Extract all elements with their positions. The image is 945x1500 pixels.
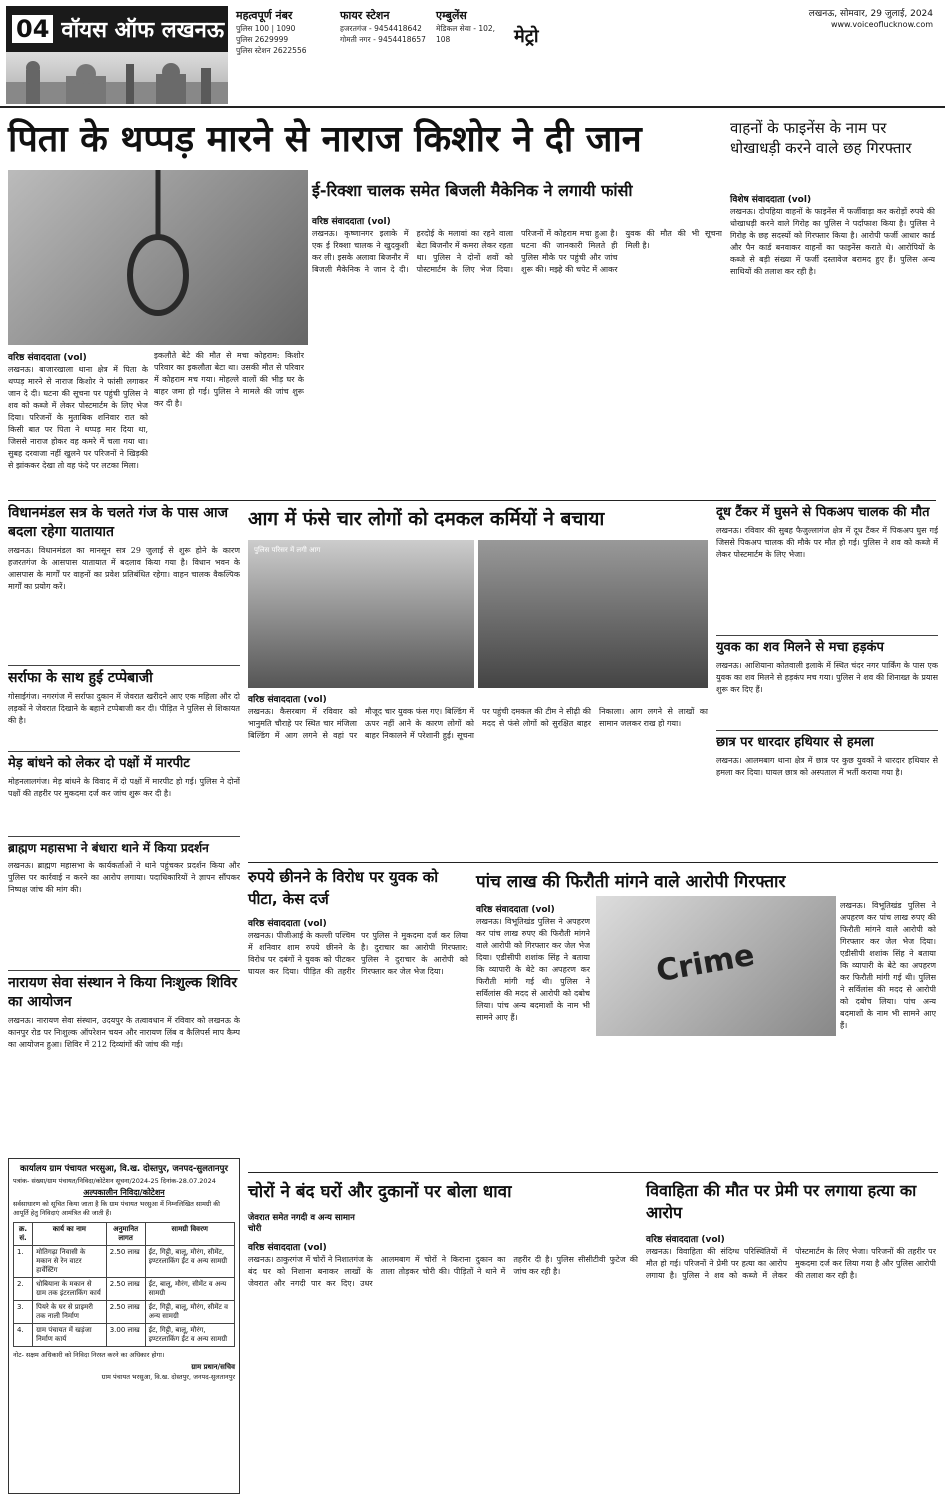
tender-col-header: कार्य का नाम <box>33 1223 107 1246</box>
page-number: 04 <box>12 15 53 43</box>
fire-headline: आग में फंसे चार लोगों को दमकल कर्मियों ने बचाया <box>248 508 605 530</box>
lead-body: लखनऊ। बाजारखाला थाना क्षेत्र में पिता के थप्पड़ मारने से नाराज किशोर ने फांसी लगाकर जान दे दी। घटना की सूचना पर पहुंची पुलिस ने शव को कब्जे में लेकर पोस्टमार्टम के लिए भेज दिया। परिजनों के मुताबिक शनिवार रात को किसी बात पर पिता ने थप्पड़ मार दिया था, जिससे नाराज होकर वह कमरे में चला गया था। सुबह दरवाजा नहीं खुलने पर परिजनों ने खिड़की से झांककर देखा तो वह फंदे पर लटका मिला। <box>8 365 148 470</box>
left-story-body: मोहनलालगंज। मेड़ बांधने के विवाद में दो पक्षों में मारपीट हो गई। पुलिस ने दोनों पक्षों की तहरीर पर मुकदमा दर्ज कर जांच शुरू कर दी है। <box>8 777 240 798</box>
fire-photo-2 <box>478 540 708 688</box>
city-skyline-illustration <box>6 52 228 104</box>
tender-title: अल्पकालीन निविदा/कोटेशन <box>83 1188 165 1197</box>
divider <box>716 635 938 636</box>
number-line: हजरतगंज - 9454418642 <box>340 24 422 33</box>
table-row <box>14 1301 235 1324</box>
right-mid-body: लखनऊ। रविवार की सुबह फैजुल्लागंज क्षेत्र में दूध टैंकर में पिकअप घुस गई जिससे पिकअप चालक की मौके पर मौत हो गई। पुलिस ने शव को कब्जे में लेकर पोस्टमार्टम के लिए भेजा। <box>716 526 938 559</box>
divider <box>8 665 240 666</box>
number-line: पुलिस स्टेशन 2622556 <box>236 46 307 55</box>
assault-body: लखनऊ। पीजीआई के कल्ली पश्चिम में शनिवार शाम रुपये छीनने के विरोध पर दबंगों ने युवक को पीटकर घायल कर दिया। पीड़ित की तहरीर पर पुलिस ने मुकदमा दर्ज कर लिया है। दुराचार का आरोपी गिरफ्तार: पुलिस ने दुराचार के आरोपी को गिरफ्तार कर जेल भेज दिया। <box>248 931 468 976</box>
section-label: मेट्रो <box>514 26 539 47</box>
ambulance-numbers <box>436 8 510 45</box>
table-cell: 2. <box>14 1278 33 1301</box>
tender-signature-place: ग्राम पंचायत भरसुआ, वि.ख. दोस्तपुर, जनपद-सुलतानपुर <box>101 1373 235 1381</box>
table-cell: ईंट, गिट्टी, बालू, मौरंग, सीमेंट, इण्टरलाकिंग ईंट व अन्य सामग्री <box>145 1246 234 1278</box>
number-line: मेडिकल सेवा - 102, 108 <box>436 24 496 44</box>
fire-body: लखनऊ। कैसरबाग में रविवार को भानुमति चौराहे पर स्थित चार मंजिला बिल्डिंग में आग लगने से वहां पर मौजूद चार युवक फंस गए। बिल्डिंग में ऊपर नहीं आने के कारण लोगों को बाहर निकालने में परेशानी हुई। सूचना पर पहुंची दमकल की टीम ने सीढ़ी की मदद से फंसे लोगों को सुरक्षित बाहर निकाला। आग लगने से लाखों का सामान जलकर राख हो गया। <box>248 707 708 740</box>
right-mid-headline: दूध टैंकर में घुसने से पिकअप चालक की मौत <box>716 505 930 520</box>
table-row <box>14 1278 235 1301</box>
fire-byline: वरिष्ठ संवाददाता (vol) <box>248 695 327 705</box>
table-cell: 2.50 लाख <box>106 1301 145 1324</box>
extortion-body: लखनऊ। विभूतिखंड पुलिस ने अपहरण कर पांच लाख रुपए की फिरौती मांगने वाले आरोपी को गिरफ्तार कर जेल भेज दिया। एडीसीपी शशांक सिंह ने बताया कि व्यापारी के बेटे का अपहरण कर फिरौती मांगी गई थी। पुलिस ने सर्विलांस की मदद से आरोपी को दबोच लिया। पांच अन्य बदमाशों के नाम भी सामने आए हैं। <box>476 917 590 1022</box>
tender-col-header: सामग्री विवरण <box>145 1223 234 1246</box>
tender-signature: ग्राम प्रधान/सचिव <box>191 1362 235 1371</box>
number-line: पुलिस 100 | 1090 <box>236 24 296 33</box>
divider <box>8 970 240 971</box>
tender-notice <box>8 1158 240 1494</box>
tender-intro: सर्वसाधारण को सूचित किया जाता है कि ग्राम पंचायत भरसुआ में निम्नलिखित सामग्री की आपूर्ति हेतु निविदाएं आमंत्रित की जाती हैं। <box>13 1200 220 1217</box>
crime-word: Crime <box>653 937 757 990</box>
assault-headline: रुपये छीनने के विरोध पर युवक को पीटा, केस दर्ज <box>248 868 439 908</box>
table-cell: ग्राम पंचायत में खड़ंजा निर्माण कार्य <box>33 1324 107 1347</box>
ambulance-title: एम्बुलेंस <box>436 9 467 22</box>
table-cell: ईंट, बालू, मौरंग, सीमेंट व अन्य सामग्री <box>145 1278 234 1301</box>
right-mid-body: लखनऊ। आलमबाग थाना क्षेत्र में छात्र पर कुछ युवकों ने धारदार हथियार से हमला कर दिया। घायल छात्र को अस्पताल में भर्ती कराया गया है। <box>716 756 938 777</box>
table-row <box>14 1324 235 1347</box>
table-cell: 2.50 लाख <box>106 1278 145 1301</box>
left-story-body: लखनऊ। ब्राह्मण महासभा के कार्यकर्ताओं ने थाने पहुंचकर प्रदर्शन किया और पुलिस पर कार्रवाई न करने का आरोप लगाया। पदाधिकारियों ने ज्ञापन सौंपकर निष्पक्ष जांच की मांग की। <box>8 861 240 894</box>
left-story-headline: विधानमंडल सत्र के चलते गंज के पास आज बदला रहेगा यातायात <box>8 505 228 540</box>
tender-note: नोट- सक्षम अधिकारी को निविदा निरस्त करने का अधिकार होगा। <box>13 1351 165 1359</box>
subhead-headline: ई-रिक्शा चालक समेत बिजली मैकेनिक ने लगायी फांसी <box>312 181 633 200</box>
tender-col-header: अनुमानित लागत <box>106 1223 145 1246</box>
right-top-byline: विशेष संवाददाता (vol) <box>730 195 812 205</box>
burglary-byline: वरिष्ठ संवाददाता (vol) <box>248 1243 327 1253</box>
subhead-body: लखनऊ। कृष्णानगर इलाके में एक ई रिक्शा चालक ने खुदकुशी कर ली। इसके अलावा बिजनौर में बिजली मैकेनिक ने जान दे दी। हरदोई के मलावां का रहने वाला बेटा बिजनौर में कमरा लेकर रहता था। पुलिस ने दोनों शवों को पोस्टमार्टम के लिए भेज दिया। परिजनों में कोहराम मचा हुआ है। घटना की जानकारी मिलते ही पुलिस मौके पर पहुंची और जांच शुरू की। मझ्हे की चपेट में आकर युवक की मौत की भी सूचना मिली है। <box>312 229 722 274</box>
table-cell: पियरे के घर से प्राइमरी तक नाली निर्माण <box>33 1301 107 1324</box>
table-cell: 3. <box>14 1301 33 1324</box>
left-column <box>8 504 240 1154</box>
extortion-body-side: लखनऊ। विभूतिखंड पुलिस ने अपहरण कर पांच लाख रुपए की फिरौती मांगने वाले आरोपी को गिरफ्तार कर जेल भेज दिया। एडीसीपी शशांक सिंह ने बताया कि व्यापारी के बेटे का अपहरण कर फिरौती मांगी गई थी। पुलिस ने सर्विलांस की मदद से आरोपी को दबोच लिया। पांच अन्य बदमाशों के नाम भी सामने आए हैं। <box>840 901 936 1030</box>
divider <box>716 730 938 731</box>
right-mid-headline: युवक का शव मिलने से मचा हड़कंप <box>716 640 884 655</box>
left-story-headline: मेड़ बांधने को लेकर दो पक्षों में मारपीट <box>8 756 190 771</box>
fire-photo-1 <box>248 540 474 688</box>
lead-headline: पिता के थप्पड़ मारने से नाराज किशोर ने दी जान <box>8 119 642 160</box>
burglary-body: लखनऊ। ठाकुरगंज में चोरों ने निशातगंज के बंद घर को निशाना बनाकर लाखों के जेवरात और नगदी पार कर दिए। उधर आलमबाग में चोरों ने किराना दुकान का ताला तोड़कर चोरी की। पीड़ितों ने थाने में तहरीर दी है। पुलिस सीसीटीवी फुटेज की जांच कर रही है। <box>248 1255 638 1288</box>
noose-icon <box>8 170 308 345</box>
table-cell: 3.00 लाख <box>106 1324 145 1347</box>
divider <box>248 1172 938 1173</box>
table-cell: 1. <box>14 1246 33 1278</box>
fire-station-title: फायर स्टेशन <box>340 9 390 22</box>
tender-office: कार्यालय ग्राम पंचायत भरसुआ, वि.ख. दोस्तपुर, जनपद-सुलतानपुर <box>20 1164 228 1174</box>
burglary-headline: चोरों ने बंद घरों और दुकानों पर बोला धावा <box>248 1182 512 1202</box>
left-story-body: लखनऊ। नारायण सेवा संस्थान, उदयपुर के तत्वावधान में रविवार को लखनऊ के कानपुर रोड पर निःशुल्क ऑपरेशन चयन और नारायण लिंब व कैलिपर्स माप कैम्प का आयोजन हुआ। शिविर में 212 दिव्यांगों की जांच की गई। <box>8 1016 240 1049</box>
assault-byline: वरिष्ठ संवाददाता (vol) <box>248 919 327 929</box>
right-mid-headline: छात्र पर धारदार हथियार से हमला <box>716 735 874 750</box>
important-numbers <box>236 8 336 56</box>
tender-ref: पत्रांक- संख्या/ग्राम पंचायत/निविदा/कोटेशन सूचना/2024-25 दिनांक-28.07.2024 <box>13 1177 216 1185</box>
right-top-headline: वाहनों के फाइनेंस के नाम पर धोखाधड़ी करने वाले छह गिरफ्तार <box>730 119 912 157</box>
lead-body-continued: इकलौते बेटे की मौत से मचा कोहराम: किशोर परिवार का इकलौता बेटा था। उसकी मौत से परिवार में कोहराम मच गया। मोहल्ले वालों की भीड़ घर के बाहर जमा हो गई। पुलिस ने मामले की जांच शुरू कर दी है। <box>154 351 304 408</box>
paper-name: वॉयस ऑफ लखनऊ <box>61 18 225 43</box>
divider <box>8 500 936 501</box>
lead-photo <box>8 170 308 345</box>
extortion-byline: वरिष्ठ संवाददाता (vol) <box>476 905 555 915</box>
dateline: लखनऊ, सोमवार, 29 जुलाई, 2024 <box>808 9 933 19</box>
table-cell: 4. <box>14 1324 33 1347</box>
table-cell: मोतिगढ़ा निवासी के मकान से रेन वाटर हार्वेस्टिंग <box>33 1246 107 1278</box>
right-mid-body: लखनऊ। आशियाना कोतवाली इलाके में स्थित चंदर नगर पार्किंग के पास एक युवक का शव मिलने से हड़कंप मच गया। पुलिस ने शव की शिनाख्त के प्रयास शुरू कर दिए हैं। <box>716 661 938 694</box>
paper-title-block <box>6 6 228 52</box>
right-mid-column <box>716 504 938 859</box>
dowry-headline: विवाहिता की मौत पर प्रेमी पर लगाया हत्या का आरोप <box>646 1181 917 1222</box>
divider <box>8 836 240 837</box>
left-story-headline: सर्राफा के साथ हुई टप्पेबाजी <box>8 670 153 686</box>
tender-col-header: क्र. सं. <box>14 1223 33 1246</box>
subhead-byline: वरिष्ठ संवाददाता (vol) <box>312 217 391 227</box>
right-top-body: लखनऊ। दोपहिया वाहनों के फाइनेंस में फर्जीवाड़ा कर करोड़ों रुपये की धोखाधड़ी करने वाले गिरोह का पुलिस ने पर्दाफाश किया है। पुलिस ने गिरोह के छह सदस्यों को गिरफ्तार किया है। आरोपी फर्जी आधार कार्ड और पैन कार्ड बनवाकर वाहनों का फाइनेंस कराते थे। आरोपियों के कब्जे से बड़ी संख्या में फर्जी दस्तावेज बरामद हुए हैं। पुलिस अन्य साथियों की तलाश कर रही है। <box>730 207 935 276</box>
table-cell: ईंट, गिट्टी, बालू, मौरंग, इण्टरलाकिंग ईंट व अन्य सामग्री <box>145 1324 234 1347</box>
table-cell: 2.50 लाख <box>106 1246 145 1278</box>
lead-byline: वरिष्ठ संवाददाता (vol) <box>8 353 87 363</box>
extortion-headline: पांच लाख की फिरौती मांगने वाले आरोपी गिरफ्तार <box>476 872 786 892</box>
burglary-kicker: जेवरात समेत नगदी व अन्य सामान चोरी <box>248 1213 355 1234</box>
skyline-icon <box>6 52 228 104</box>
fire-photo-caption: पुलिस परिसर में लगी आग <box>254 546 321 554</box>
left-story-body: गोसाईगंज। नगरगंज में सर्राफा दुकान में जेवरात खरीदने आए एक महिला और दो लड़कों ने जेवरात दिखाने के बहाने टप्पेबाजी कर दी। पीड़ित ने पुलिस से शिकायत की है। <box>8 692 240 725</box>
number-line: पुलिस 2629999 <box>236 35 289 44</box>
dowry-byline: वरिष्ठ संवाददाता (vol) <box>646 1235 725 1245</box>
number-line: गोमती नगर - 9454418657 <box>340 35 426 44</box>
divider <box>8 751 240 752</box>
table-cell: धोबियाना के मकान से ग्राम तक इंटरलाकिंग कार्य <box>33 1278 107 1301</box>
website-url: www.voiceoflucknow.com <box>830 20 933 29</box>
masthead <box>0 0 945 108</box>
table-row <box>14 1246 235 1278</box>
left-story-headline: नारायण सेवा संस्थान ने किया निःशुल्क शिविर का आयोजन <box>8 975 238 1010</box>
table-cell: ईंट, गिट्टी, बालू, मौरंग, सीमेंट व अन्य सामग्री <box>145 1301 234 1324</box>
dowry-body: लखनऊ। विवाहिता की संदिग्ध परिस्थितियों में मौत हो गई। परिजनों ने प्रेमी पर हत्या का आरोप लगाया है। पुलिस ने शव को कब्जे में लेकर पोस्टमार्टम के लिए भेजा। परिजनों की तहरीर पर मुकदमा दर्ज कर लिया गया है और पुलिस आरोपी की तलाश कर रही है। <box>646 1247 936 1280</box>
left-story-headline: ब्राह्मण महासभा ने बंधारा थाने में किया प्रदर्शन <box>8 841 209 855</box>
left-story-body: लखनऊ। विधानमंडल का मानसून सत्र 29 जुलाई से शुरू होने के कारण हजरतगंज के आसपास यातायात में बदलाव किया गया है। विधान भवन के आसपास के मार्गों पर वाहनों का प्रवेश प्रतिबंधित रहेगा। वाहन चालक वैकल्पिक मार्गों का प्रयोग करें। <box>8 546 240 591</box>
fire-station-numbers <box>340 8 432 45</box>
important-numbers-title: महत्वपूर्ण नंबर <box>236 9 293 22</box>
tender-table <box>13 1222 235 1347</box>
crime-photo <box>596 896 836 1036</box>
divider <box>248 862 938 863</box>
